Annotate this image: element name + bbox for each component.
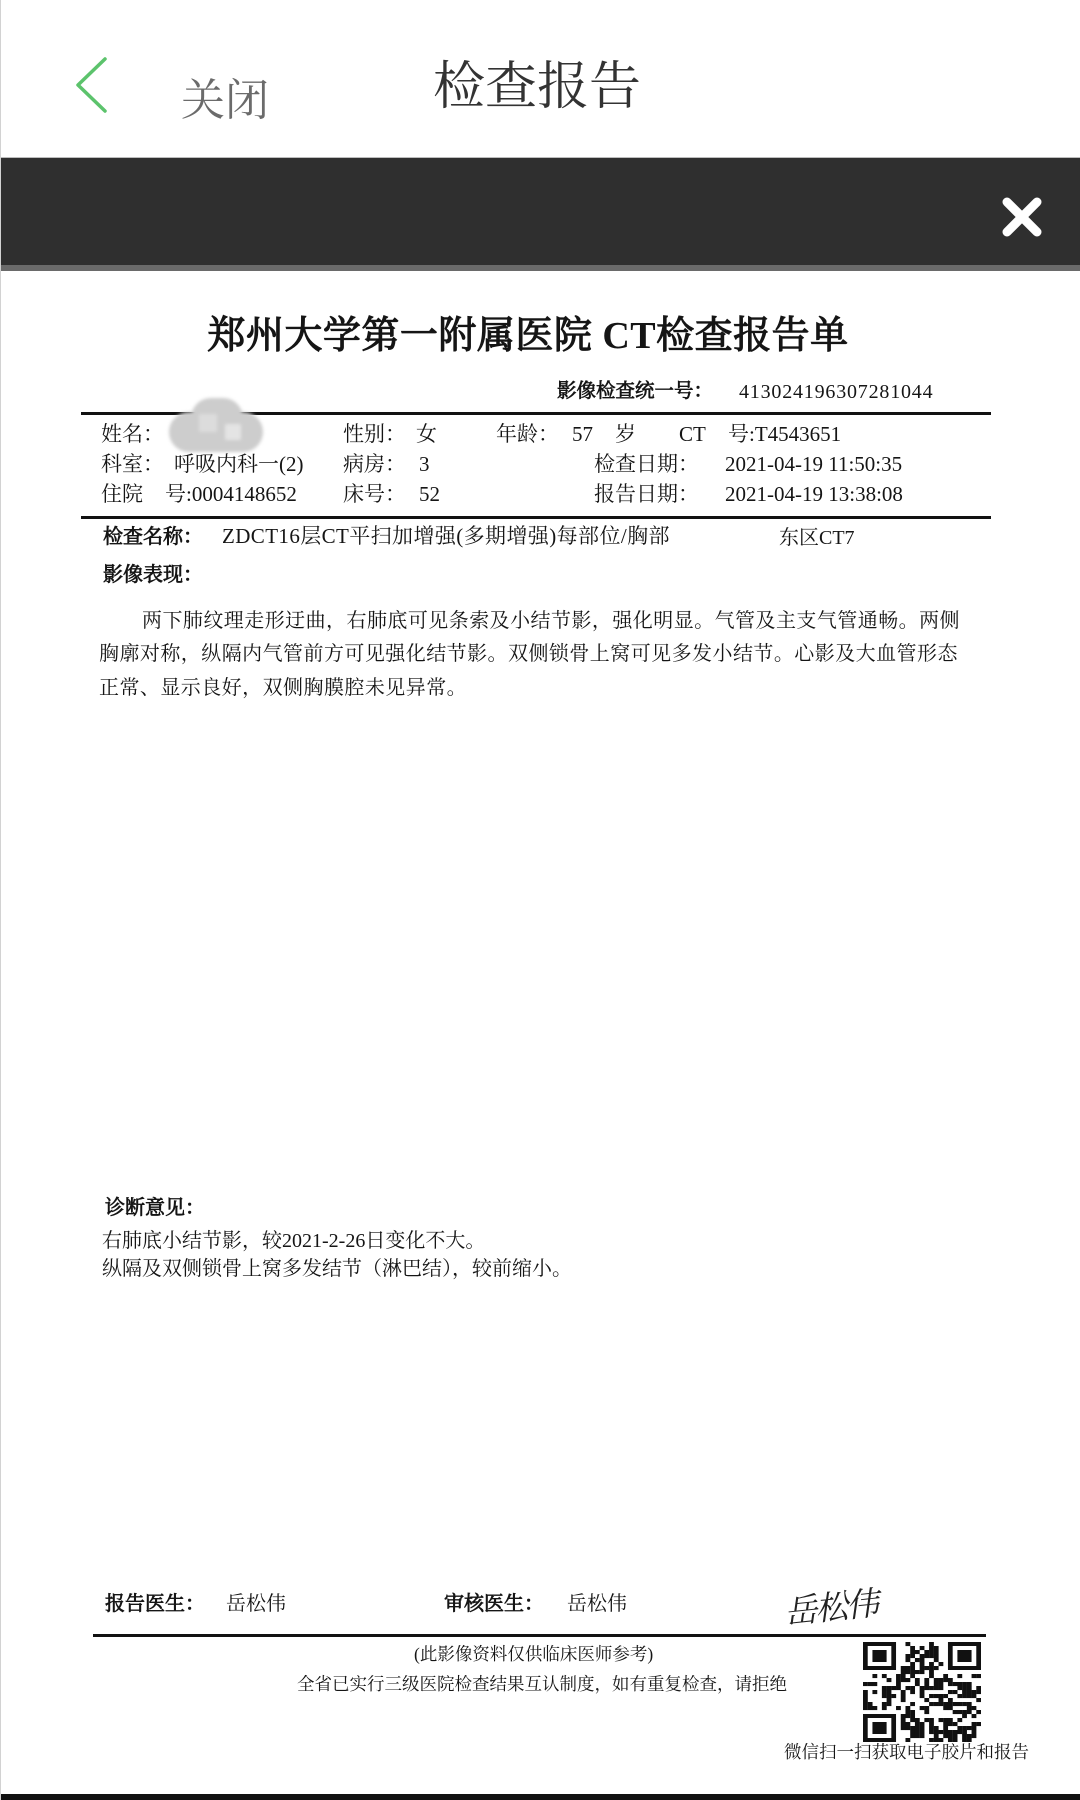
gender-label: 性别： (343, 422, 406, 446)
mutual-recognition-notice: 全省已实行三级医院检查结果互认制度，如有重复检查，请拒绝 (297, 1674, 787, 1694)
doctor-signature: 岳松伟 (782, 1583, 879, 1632)
page-title: 检查报告 (433, 57, 642, 117)
redacted-patient-name (169, 398, 263, 452)
close-icon (995, 190, 1049, 244)
diagnosis-line: 纵隔及双侧锁骨上窝多发结节（淋巴结），较前缩小。 (102, 1258, 572, 1280)
exam-name-label: 检查名称： (103, 526, 203, 548)
findings-line: 正常、显示良好，双侧胸膜腔未见异常。 (99, 677, 468, 699)
age-unit: 岁 (615, 422, 636, 446)
exam-name-value: ZDCT16层CT平扫加增强(多期增强)每部位/胸部 (222, 524, 670, 548)
qr-code[interactable] (863, 1642, 981, 1742)
report-title: 郑州大学第一附属医院 CT检查报告单 (207, 315, 849, 357)
disclaimer-text: (此影像资料仅供临床医师参考) (414, 1644, 654, 1664)
ward-label: 病房： (343, 452, 406, 476)
age-value: 57 (572, 422, 593, 446)
ward-value: 3 (419, 452, 430, 476)
bed-label: 床号： (343, 482, 406, 506)
reporting-doctor-name: 岳松伟 (226, 1593, 286, 1615)
findings-line: 胸廓对称，纵隔内气管前方可见强化结节影。双侧锁骨上窝可见多发小结节。心影及大血管形态 (99, 643, 958, 665)
diagnosis-label: 诊断意见： (105, 1197, 205, 1219)
department-value: 呼吸内科一(2) (174, 452, 304, 476)
age-label: 年龄： (496, 422, 559, 446)
gender-value: 女 (416, 422, 437, 446)
findings-label: 影像表现： (103, 564, 203, 586)
qr-caption: 微信扫一扫获取电子胶片和报告 (784, 1742, 1029, 1762)
exam-date-label: 检查日期： (594, 452, 699, 476)
chevron-left-icon (75, 56, 109, 114)
unified-id-value: 413024196307281044 (739, 381, 934, 403)
exam-date-value: 2021-04-19 11:50:35 (725, 452, 903, 476)
bottom-bar (1, 1794, 1080, 1800)
name-label: 姓名： (101, 422, 164, 446)
ct-number: 号:T4543651 (728, 422, 842, 446)
ct-label: CT (679, 422, 706, 446)
footer-rule (93, 1634, 986, 1637)
department-label: 科室： (101, 452, 164, 476)
unified-id-label: 影像检查统一号： (557, 381, 714, 402)
back-button[interactable] (61, 40, 291, 135)
header-rule-bottom (81, 516, 991, 519)
inpatient-label: 住院 (101, 482, 143, 506)
reviewing-doctor-label: 审核医生： (444, 1593, 544, 1615)
bed-value: 52 (419, 482, 440, 506)
reviewing-doctor-name: 岳松伟 (567, 1593, 627, 1615)
diagnosis-line: 右肺底小结节影，较2021-2-26日变化不大。 (102, 1230, 486, 1252)
close-button[interactable] (995, 190, 1049, 244)
viewer-toolbar (1, 157, 1080, 265)
report-date-value: 2021-04-19 13:38:08 (725, 482, 903, 506)
app-header (1, 0, 1080, 157)
report-date-label: 报告日期： (594, 482, 699, 506)
reporting-doctor-label: 报告医生： (105, 1593, 205, 1615)
findings-line: 两下肺纹理走形迂曲，右肺底可见条索及小结节影，强化明显。气管及主支气管通畅。两侧 (142, 610, 960, 632)
inpatient-number: 号:0004148652 (165, 482, 297, 506)
back-label: 关闭 (181, 75, 269, 126)
report-document[interactable] (1, 271, 1080, 1794)
exam-location: 东区CT7 (779, 527, 855, 549)
